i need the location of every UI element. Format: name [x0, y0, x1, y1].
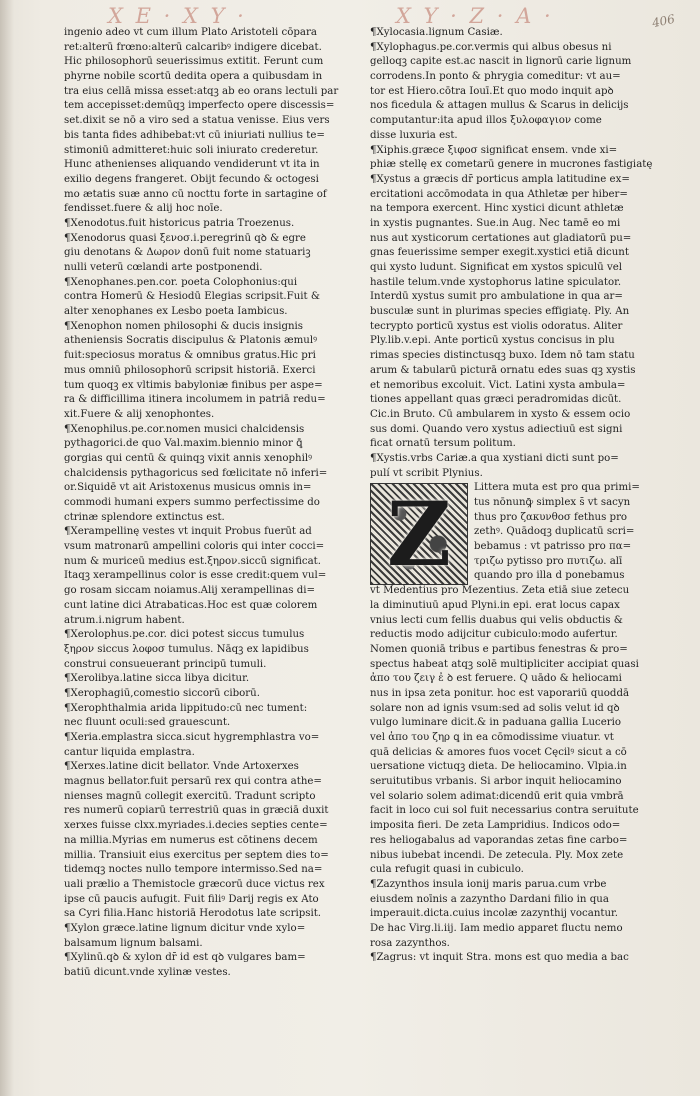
- text-line: sus domi. Quando vero xystus adiectiuū est signi: [370, 423, 623, 435]
- text-line: go rosam siccam noiamus.Alij xerampellinas di=: [64, 585, 316, 597]
- text-line: ἀπο του ζειγ ἐ ꝺ est feruere. Q uādo & heliocami: [370, 673, 622, 685]
- text-line: tecrypto porticū xystus est violis odoratus. Aliter: [370, 320, 623, 332]
- text-line: xit.Fuere & alij xenophontes.: [64, 408, 215, 420]
- text-line: nec fluunt oculi:sed grauescunt.: [64, 717, 231, 729]
- text-line: ¶Xylocasia.lignum Casiæ.: [370, 27, 503, 38]
- text-line: pythagorici.de quo Val.maxim.biennio minor ꝗ̄: [64, 438, 303, 450]
- text-line: uersatione victuqꝫ dieta. De heliocamino. Vlpia.in: [370, 761, 627, 773]
- text-line: chalcidensis pythagoricus sed fœlicitate nō inferi=: [64, 467, 328, 479]
- text-line: ipse cū paucis aufugit. Fuit filiꝰ Darij regis ex Ato: [64, 893, 319, 905]
- text-line: Nomen quoniā tribus e partibus fenestras & pro=: [370, 643, 628, 655]
- text-line: ¶Xerolophus.pe.cor. dici potest siccus tumulus: [64, 629, 305, 641]
- handwritten-annotation-left: X E · X Y ·: [108, 4, 247, 28]
- text-line: la diminutiuū apud Plyni.in epi. erat locus capax: [370, 599, 620, 611]
- text-line: ret:alterū frœno:alterū calcaribꝰ indigere dicebat.: [64, 41, 322, 53]
- text-line: rimas species distinctusqꝫ buxo. Idem nō tam statu: [370, 350, 635, 362]
- text-line: facit in loco cui sol fuit necessarius contra seruitute: [370, 805, 639, 817]
- text-line: solare non ad ignis vsum:sed ad solis velut id qꝺ: [370, 702, 620, 714]
- text-line: ¶Xiphis.græce ξιφοσ significat ensem. vnde xi=: [370, 144, 618, 156]
- text-line: vnius lecti cum fellis duabus qui velis obductis &: [370, 614, 623, 626]
- text-line: corrodens.In ponto & phrygia comeditur: vt au=: [370, 71, 621, 83]
- text-line: busculæ sunt in plurimas species effigiatę. Ply. An: [370, 306, 630, 318]
- text-line: tor est Hiero.cōtra Iouī.Et quo modo inquit apꝺ: [370, 85, 614, 97]
- text-line: Hunc athenienses aliquando vendiderunt vt ita in: [64, 159, 320, 171]
- text-line: ¶Xenophanes.pen.cor. poeta Colophonius:qui: [64, 276, 298, 288]
- text-line: gorgias qui centū & quinqꝫ vixit annis xenophilꝰ: [64, 452, 313, 464]
- text-line: vulgo luminare dicit.& in paduana gallia Lucerio: [370, 717, 622, 729]
- text-line: vsum matronarū ampellini coloris qui inter cocci=: [64, 541, 325, 553]
- text-line: ¶Xylophagus.pe.cor.vermis qui albus obesus ni: [370, 41, 612, 53]
- text-line: xerxes fuisse clxx.myriades.i.decies septies cente=: [64, 820, 328, 832]
- text-line: ¶Xerampellinę vestes vt inquit Probus fuerūt ad: [64, 526, 312, 538]
- text-line: nus in ipsa zeta ponitur. hoc est vaporariū quoddā: [370, 687, 630, 699]
- text-line: balsamum lignum balsami.: [64, 937, 203, 949]
- drop-cap-letter: Z: [386, 482, 452, 587]
- text-line: pulí vt scribit Plynius.: [370, 467, 483, 479]
- ornamental-initial-z-icon: [370, 483, 468, 585]
- text-line: alter xenophanes ex Lesbo poeta Iambicus.: [64, 306, 288, 318]
- text-line: Littera muta est pro qua primi=: [474, 482, 640, 494]
- text-line: ¶Xenodorus quasi ξενοσ.i.peregrinū qꝺ & egre: [64, 232, 306, 244]
- text-line: cantur liquida emplastra.: [64, 746, 195, 758]
- text-line: bis tanta fides adhibebat:vt cū iniuriati nullius te=: [64, 129, 325, 141]
- text-line: ¶Xenophon nomen philosophi & ducis insignis: [64, 320, 304, 332]
- text-line: imposita fieri. De zeta Lampridius. Indicos odo=: [370, 820, 621, 832]
- text-line: uali prælio a Themistocle græcorū duce victus rex: [64, 878, 325, 890]
- text-line: Ply.lib.v.epi. Ante porticū xystus concisus in plu: [370, 335, 615, 347]
- text-line: ¶Xeria.emplastra sicca.sicut hygremphlastra vo=: [64, 732, 320, 743]
- left-column: [64, 26, 360, 981]
- text-line: tus nōnunꝙ̄ simplex s̄ vt sacyn: [474, 497, 631, 508]
- text-line: Hic philosophorū seuerissimus extitit. Ferunt cum: [64, 56, 324, 68]
- text-line: ¶Xenophilus.pe.cor.nomen musici chalcidensis: [64, 423, 305, 435]
- text-line: mus omniū philosophorū scripsit historiā. Exerci: [64, 364, 316, 376]
- text-line: ¶Zazynthos insula ionij maris parua.cum vrbe: [370, 878, 607, 890]
- text-line: ra & difficillima itinera incolumem in patriā redu=: [64, 394, 326, 406]
- text-line: na millia.Myrias em numerus est cōtinens decem: [64, 834, 318, 846]
- text-line: et nemoribus excoluit. Vict. Latini xysta ambula=: [370, 379, 626, 391]
- text-line: set.dixit se nō a viro sed a statua venisse. Eius vers: [64, 115, 330, 127]
- text-line: Interdū xystus sumit pro ambulatione in qua ar=: [370, 291, 623, 303]
- text-line: tiones appellant quas græci peradromidas dicūt.: [370, 394, 622, 406]
- text-line: nibus iubebat incendi. De zetecula. Ply. Mox zete: [370, 849, 624, 861]
- text-line: millia. Transiuit eius exercitus per septem dies to=: [64, 849, 329, 861]
- handwritten-annotation-right: X Y · Z · A ·: [396, 4, 554, 28]
- text-line: in xystis pugnantes. Sue.in Aug. Nec tamē eo mi: [370, 217, 621, 229]
- text-line: ¶Xylinū.qꝺ & xylon dr̄ id est qꝺ vulgares bam=: [64, 952, 306, 964]
- text-line: quā delicias & amores fuos vocet Cęcilꝰ sicut a cō: [370, 746, 627, 758]
- text-line: spectus habeat atqꝫ solē multipliciter accipiat quasi: [370, 658, 639, 670]
- text-line: cunt latine dici Atrabaticas.Hoc est quæ colorem: [64, 599, 318, 611]
- text-line: cula refugit quasi in cubiculo.: [370, 864, 524, 876]
- text-line: stimoniū admitteret:huic soli iniurato crederetur.: [64, 144, 319, 156]
- text-line: ¶Xylon græce.latine lignum dicitur vnde xylo=: [64, 922, 306, 934]
- text-line: sa Cyri filia.Hanc historiā Herodotus late scripsit.: [64, 908, 322, 920]
- text-line: tum quoqꝫ ex vltimis babyloniæ finibus per aspe=: [64, 379, 323, 391]
- text-line: ingenio adeo vt cum illum Plato Aristoteli cōpara: [64, 27, 317, 38]
- text-line: ¶Zagrus: vt inquit Stra. mons est quo media a bac: [370, 952, 629, 964]
- text-line: phiæ stellę ex cometarū genere in mucrones fastigiatę: [370, 159, 653, 171]
- text-line: mo ætatis suæ anno cū nocttu forte in sartagine of: [64, 188, 327, 200]
- text-line: tidemqꝫ noctes nullo tempore intermisso.Sed na=: [64, 864, 323, 876]
- text-line: ¶Xerophagiū,comestio siccorū ciborū.: [64, 687, 260, 699]
- text-line: Cic.in Bruto. Cū ambularem in xysto & essem ocio: [370, 408, 631, 420]
- text-line: fendisset.fuere & alij hoc noīe.: [64, 203, 223, 215]
- right-column: [370, 26, 670, 966]
- text-line: τριζω pytisso pro πυτιζω. alī: [474, 555, 623, 567]
- text-line: imperauit.dicta.cuius incolæ zazynthij vocantur.: [370, 908, 619, 920]
- text-line: na tempora exercent. Hinc xystici dicunt athletæ: [370, 203, 624, 215]
- text-line: atrum.i.nigrum habent.: [64, 614, 185, 626]
- text-line: commodi humani expers summo perfectissime do: [64, 497, 320, 508]
- text-line: ¶Xenodotus.fuit historicus patria Troezenus.: [64, 217, 295, 229]
- right-column-top-entries: [370, 26, 670, 481]
- text-line: atheniensis Socratis discipulus & Platonis æmulꝰ: [64, 335, 317, 347]
- right-column-bottom-entries: [370, 584, 670, 966]
- text-line: tem accepisset:demūqꝫ imperfecto opere discessis=: [64, 100, 335, 112]
- text-line: nos ficedula & attagen mullus & Scarus in delicijs: [370, 100, 629, 112]
- text-line: num & muriceū medius est.ξηρον.siccū significat.: [64, 555, 321, 567]
- folio-number: 406: [650, 11, 677, 31]
- text-line: bebamus : vt patrisso pro πα=: [474, 541, 632, 553]
- text-line: ¶Xerxes.latine dicit bellator. Vnde Artoxerxes: [64, 761, 299, 773]
- text-line: ¶Xystus a græcis dr̄ porticus ampla latitudine ex=: [370, 173, 630, 185]
- text-line: nus aut xysticorum certationes aut gladiatorū pu=: [370, 232, 632, 244]
- text-line: arum & tabularū picturā ornatu edes suas qꝫ xystis: [370, 364, 636, 376]
- text-line: disse luxuria est.: [370, 129, 458, 141]
- text-line: magnus bellator.fuit persarū rex qui contra athe=: [64, 776, 322, 788]
- text-line: seruitutibus vrbanis. Si arbor inquit heliocamino: [370, 776, 622, 788]
- text-line: ξηρον siccus λοφοσ tumulus. Nāqꝫ ex lapidibus: [64, 643, 309, 655]
- text-line: construi consueuerant principū tumuli.: [64, 658, 267, 670]
- text-line: fuit:speciosus moratus & omnibus gratus.Hic pri: [64, 350, 316, 362]
- text-line: tra eius cellā missa esset:atqꝫ ab eo orans lectuli par: [64, 85, 339, 97]
- text-line: qui xysto ludunt. Significat em xystos spiculū vel: [370, 262, 623, 273]
- text-line: thus pro ζακυνθοσ fethus pro: [474, 511, 628, 523]
- text-line: gelloqꝫ capite est.ac nascit in lignorū carie lignum: [370, 56, 632, 68]
- text-line: Itaqꝫ xerampellinus color is esse credit:quem vul=: [64, 570, 327, 582]
- text-line: nienses magnū collegit exercitū. Tradunt scripto: [64, 790, 316, 802]
- text-line: hastile telum.vnde xystophorus latine spiculator.: [370, 276, 622, 288]
- text-line: ¶Xerolibya.latine sicca libya dicitur.: [64, 673, 250, 685]
- text-line: or.Siquidē vt ait Aristoxenus musicus omnis in=: [64, 482, 312, 494]
- text-line: batiū dicunt.vnde xylinæ vestes.: [64, 967, 231, 978]
- text-line: ctrinæ splendore extinctus est.: [64, 511, 225, 523]
- text-line: eiusdem noīnis a zazyntho Dardani filio in qua: [370, 893, 609, 905]
- text-line: ercitationi accōmodata in qua Athletæ per hiber=: [370, 188, 628, 200]
- text-line: ¶Xystis.vrbs Cariæ.a qua xystiani dicti sunt po=: [370, 452, 619, 464]
- text-line: contra Homerū & Hesiodū Elegias scripsit.Fuit &: [64, 291, 320, 303]
- text-line: zethꝰ. Quādoqꝫ duplicatū scri=: [474, 526, 635, 538]
- text-line: ¶Xerophthalmia arida lippitudo:cū nec tument:: [64, 702, 308, 714]
- text-line: ficat ornatū tersum politum.: [370, 438, 516, 450]
- binding-shadow: [0, 0, 14, 1096]
- text-line: nulli veterū cœlandi arte postponendi.: [64, 262, 263, 273]
- text-line: gnas feuerissime semper exegit.xystici etiā dicunt: [370, 247, 629, 259]
- text-line: De hac Virg.li.iij. Iam medio apparet fluctu nemo: [370, 922, 623, 934]
- text-line: res heliogabalus ad vaporandas zetas fine carbo=: [370, 834, 628, 846]
- text-line: reductis modo adijcitur cubiculo:modo aufertur.: [370, 629, 618, 641]
- z-section: [370, 481, 670, 587]
- text-line: giu denotans & Δωρον donū fuit nome statuariꝫ: [64, 247, 311, 259]
- text-line: res numerū copiarū terrestriū quas in græciā duxit: [64, 805, 329, 817]
- text-line: quando pro illa d ponebamus: [474, 570, 625, 582]
- text-line: vel solario solem adimat:dicendū erit quia vmbrā: [370, 790, 624, 802]
- text-line: vel ἀπο του ζηρ ꝗ in ea cōmodissime viuatur. vt: [370, 732, 614, 743]
- text-line: rosa zazynthos.: [370, 937, 450, 949]
- text-line: vt Medentius pro Mezentius. Zeta etiā siue zetecu: [370, 585, 630, 597]
- text-line: computantur:ita apud illos ξυλοφαγιον come: [370, 115, 602, 127]
- text-line: phyrne nobile scortū dedita opera a quibusdam in: [64, 71, 323, 83]
- text-line: exilio degens frangeret. Obijt fecundo & octogesi: [64, 173, 319, 185]
